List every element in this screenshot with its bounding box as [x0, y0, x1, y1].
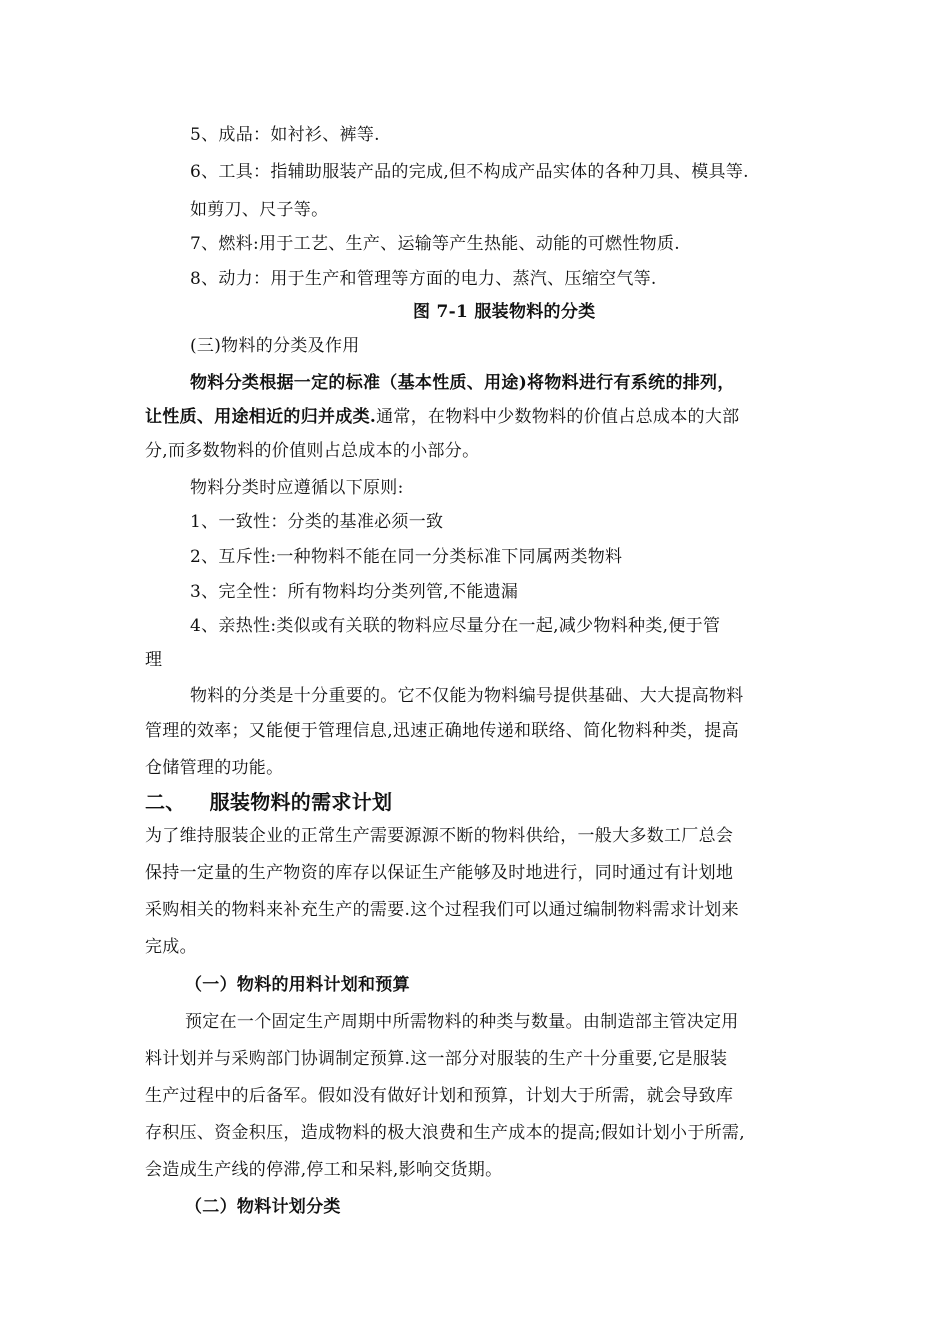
- budget-line-3: 生产过程中的后备军。假如没有做好计划和预算，计划大于所需，就会导致库: [145, 1086, 734, 1106]
- section-heading-3: (三)物料的分类及作用: [190, 336, 360, 356]
- principle-3: 3、完全性：所有物料均分类列管,不能遗漏: [190, 582, 519, 602]
- list-item-8: 8、动力：用于生产和管理等方面的电力、蒸汽、压缩空气等.: [190, 269, 657, 289]
- figure-caption: 图 7-1 服装物料的分类: [413, 302, 596, 322]
- section-two-heading: [145, 790, 392, 814]
- classification-bold-line-1: 物料分类根据一定的标准（基本性质、用途)将物料进行有系统的排列，: [190, 373, 735, 393]
- importance-line-2: 管理的效率；又能便于管理信息,迅速正确地传递和联络、简化物料种类，提高: [145, 721, 739, 741]
- list-item-7: 7、燃料:用于工艺、生产、运输等产生热能、动能的可燃性物质.: [190, 234, 680, 254]
- section-two-number: 二、: [145, 790, 186, 814]
- list-item-6-wrap: 如剪刀、尺子等。: [190, 200, 329, 220]
- budget-line-2: 料计划并与采购部门协调制定预算.这一部分对服装的生产十分重要,它是服装: [145, 1049, 728, 1069]
- subsection-2-heading: （二）物料计划分类: [185, 1197, 341, 1217]
- budget-line-5: 会造成生产线的停滞,停工和呆料,影响交货期。: [145, 1160, 503, 1180]
- principle-4-wrap: 理: [145, 650, 163, 670]
- principles-intro: 物料分类时应遵循以下原则:: [190, 478, 404, 498]
- principle-2: 2、互斥性:一种物料不能在同一分类标准下同属两类物料: [190, 547, 623, 567]
- demand-intro-line-2: 保持一定量的生产物资的库存以保证生产能够及时地进行，同时通过有计划地: [145, 863, 734, 883]
- subsection-1-heading: （一）物料的用料计划和预算: [185, 975, 410, 995]
- list-item-6: 6、工具：指辅助服装产品的完成,但不构成产品实体的各种刀具、模具等.: [190, 162, 749, 182]
- classification-line-2-rest: 通常，在物料中少数物料的价值占总成本的大部: [376, 407, 740, 427]
- importance-line-3: 仓储管理的功能。: [145, 758, 284, 778]
- budget-line-1: 预定在一个固定生产周期中所需物料的种类与数量。由制造部主管决定用: [185, 1012, 739, 1032]
- principle-4: 4、亲热性:类似或有关联的物料应尽量分在一起,减少物料种类,便于管: [190, 616, 721, 636]
- budget-line-4: 存积压、资金积压，造成物料的极大浪费和生产成本的提高;假如计划小于所需,: [145, 1123, 745, 1143]
- demand-intro-line-3: 采购相关的物料来补充生产的需要.这个过程我们可以通过编制物料需求计划来: [145, 900, 739, 920]
- classification-line-3: 分,而多数物料的价值则占总成本的小部分。: [145, 441, 480, 461]
- principle-1: 1、一致性：分类的基准必须一致: [190, 512, 444, 532]
- classification-bold-line-2: 让性质、用途相近的归并成类.: [145, 407, 377, 427]
- demand-intro-line-4: 完成。: [145, 937, 197, 957]
- classification-line-2: [145, 405, 739, 429]
- list-item-5: 5、成品：如衬衫、裤等.: [190, 125, 380, 145]
- section-two-title: 服装物料的需求计划: [209, 790, 393, 814]
- importance-line-1: 物料的分类是十分重要的。它不仅能为物料编号提供基础、大大提高物料: [190, 686, 744, 706]
- demand-intro-line-1: 为了维持服装企业的正常生产需要源源不断的物料供给，一般大多数工厂总会: [145, 826, 734, 846]
